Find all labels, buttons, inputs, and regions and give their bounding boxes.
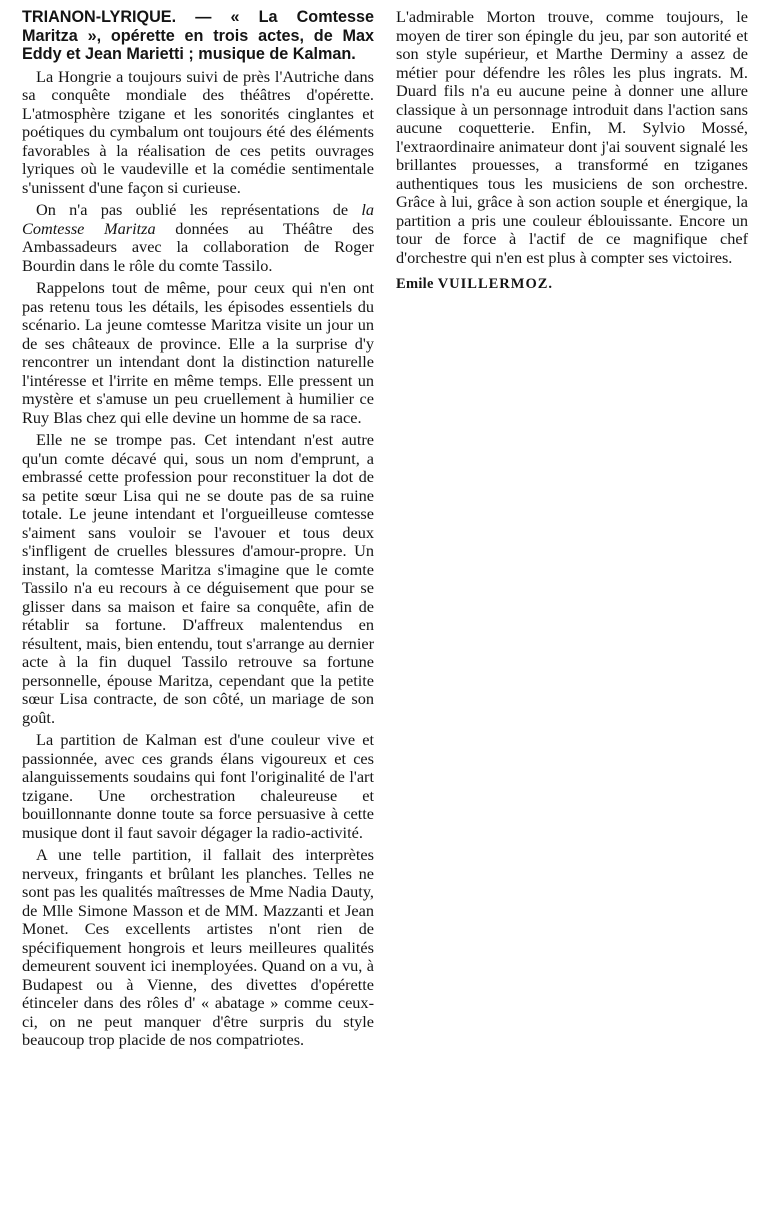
paragraph-5: La partition de Kalman est d'une couleur vive et passionnée, avec ces grands élans vigoureux et ces alanguissements soudains qui font l'originalité de l'art tzigane. Une orchestration chaleureuse et bouillonnante donne toute sa force persuasive à cette musique dont il faut savoir dégager la radio-activité.: [22, 730, 374, 842]
paragraph-2-text-end: données au Théâtre des Ambassadeurs avec la collaboration de Roger Bourdin dans le rôle du comte Tassilo.: [22, 218, 374, 275]
left-column: [22, 8, 374, 1050]
paragraph-2-text: On n'a pas oublié les représentations de: [36, 200, 362, 219]
author-signature: [396, 275, 748, 294]
paragraph-2: [22, 201, 374, 275]
author-first-name: Emile: [396, 276, 434, 292]
paragraph-7: L'admirable Morton trouve, comme toujours, le moyen de tirer son épingle du jeu, par son autorité et son style supérieur, et Marthe Derminy a assez de métier pour défendre les rôles les plus ingrats. M. Duard fils n'a eu aucune peine à donner une allure classique à un personnage introduit dans l'action sans aucune coquetterie. Enfin, M. Sylvio Mossé, l'extraordinaire animateur dont j'ai souvent signalé les brillantes prouesses, a transformé en tziganes authentiques tous les musiciens de son orchestre. Grâce à lui, grâce à son action souple et énergique, la partition a pris une couleur éblouissante. Encore un tour de force à l'actif de ce magnifique chef d'orchestre qui n'en est plus à compter ses victoires.: [396, 7, 748, 267]
paragraph-4: Elle ne se trompe pas. Cet intendant n'est autre qu'un comte décavé qui, sous un nom d'emprunt, a embrassé cette profession pour reconstituer la dot de sa petite sœur Lisa qui ne se doute pas de sa ruine totale. Le jeune intendant et l'orgueilleuse comtesse s'aiment sans vouloir se l'avouer et tous deux s'infligent de cruelles blessures d'amour-propre. Un instant, la comtesse Maritza s'imagine que le comte Tassilo n'a eu recours à ce déguisement que pour se glisser dans sa maison et faire sa conquête, afin de rétablir sa fortune. D'affreux malentendus en résultent, mais, bien entendu, tout s'arrange au dernier acte à la fin duquel Tassilo retrouve sa fortune personnelle, épouse Maritza, cependant que la petite sœur Lisa contracte, de son côté, un mariage de son goût.: [22, 430, 374, 727]
right-column: [396, 8, 748, 294]
paragraph-3: Rappelons tout de même, pour ceux qui n'en ont pas retenu tous les détails, les épisodes essentiels du scénario. La jeune comtesse Maritza visite un jour un de ses châteaux de province. Elle a la surprise d'y rencontrer un intendant dont la distinction naturelle l'intéresse et l'irrite en même temps. Elle pressent un mystère et s'amuse un peu cruellement à humilier ce Ruy Blas chez qui elle devine un homme de sa race.: [22, 278, 374, 427]
author-last-name: VUILLERMOZ.: [437, 276, 554, 292]
article-headline: TRIANON-LYRIQUE. — « La Comtesse Maritza », opérette en trois actes, de Max Eddy et Jean Marietti ; musique de Kalman.: [22, 8, 374, 63]
paragraph-1: La Hongrie a toujours suivi de près l'Autriche dans sa conquête mondiale des théâtres d'opérette. L'atmosphère tzigane et les sonorités cinglantes et poétiques du cymbalum ont toujours été des éléments favorables à la réalisation de ces petits ouvrages lyriques où le vaudeville et la comédie sentimentale s'unissent d'une façon si curieuse.: [22, 66, 374, 197]
title-italic: la Comtesse Maritza: [22, 200, 374, 238]
paragraph-6: A une telle partition, il fallait des interprètes nerveux, fringants et brûlant les planches. Telles ne sont pas les qualités maîtresses de Mme Nadia Dauty, de Mlle Simone Masson et de MM. Mazzanti et Jean Monet. Ces excellents artistes n'ont rien de spécifiquement hongrois et leurs meilleures qualités demeurent souvent ici inemployées. Quand on a vu, à Budapest ou à Vienne, des divettes d'opérette étinceler dans des rôles d' « abatage » comme ceux-ci, on ne peut manquer d'être surpris du style beaucoup trop placide de nos compatriotes.: [22, 845, 374, 1049]
